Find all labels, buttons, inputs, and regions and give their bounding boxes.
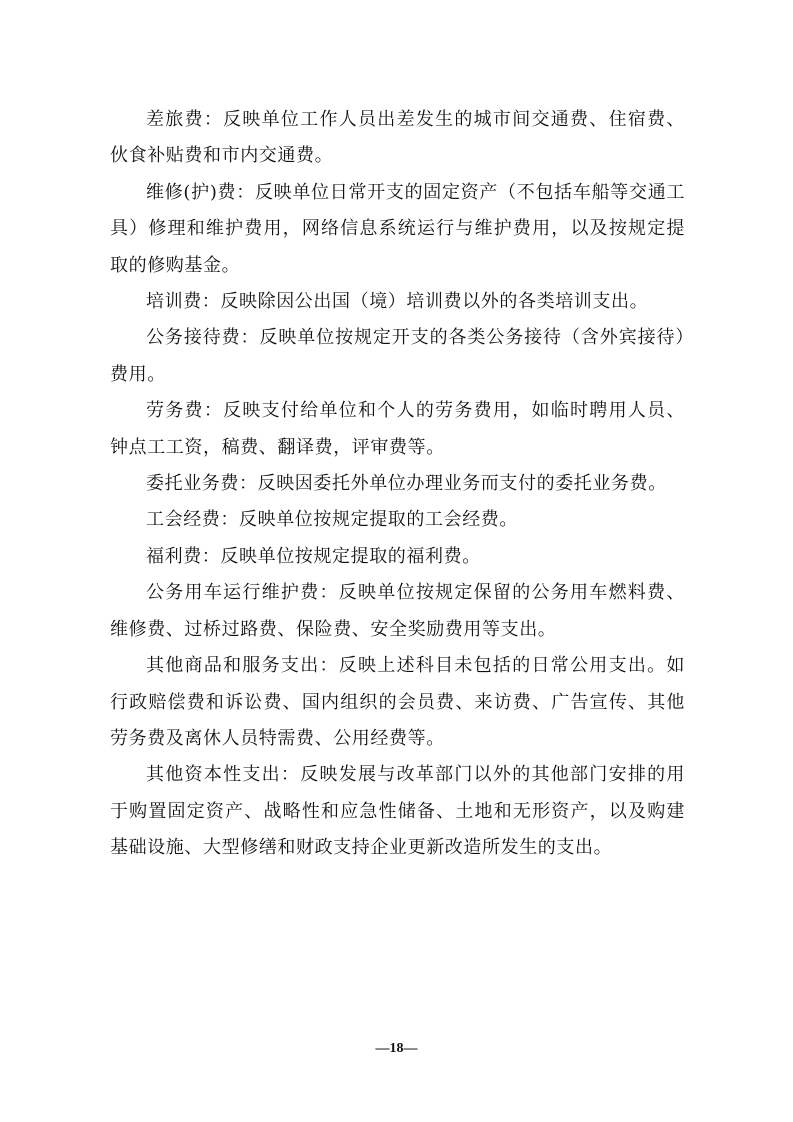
paragraph-other-goods-services: 其他商品和服务支出：反映上述科目未包括的日常公用支出。如行政赔偿费和诉讼费、国内组织的会员费、来访费、广告宣传、其他劳务费及离休人员特需费、公用经费等。	[110, 655, 685, 749]
paragraph-union-fees: 工会经费：反映单位按规定提取的工会经费。	[146, 509, 518, 531]
paragraph-welfare-expenses: 福利费：反映单位按规定提取的福利费。	[146, 545, 481, 567]
paragraph-other-capital-expenditure: 其他资本性支出：反映发展与改革部门以外的其他部门安排的用于购置固定资产、战略性和应急性储备、土地和无形资产，以及购建基础设施、大型修缮和财政支持企业更新改造所发生的支出。	[110, 764, 685, 859]
paragraph-official-vehicle-expenses: 公务用车运行维护费：反映单位按规定保留的公务用车燃料费、维修费、过桥过路费、保险费、安全奖励费用等支出。	[110, 582, 685, 640]
page-number: —18—	[375, 1041, 418, 1056]
paragraph-training-expenses: 培训费：反映除因公出国（境）培训费以外的各类培训支出。	[146, 291, 649, 313]
paragraph-maintenance-expenses: 维修(护)费：反映单位日常开支的固定资产（不包括车船等交通工具）修理和维护费用，网络信息系统运行与维护费用，以及按规定提取的修购基金。	[110, 181, 685, 276]
paragraph-commissioned-business-expenses: 委托业务费：反映因委托外单位办理业务而支付的委托业务费。	[146, 473, 667, 495]
paragraph-reception-expenses: 公务接待费：反映单位按规定开支的各类公务接待（含外宾接待）费用。	[110, 327, 685, 385]
paragraph-travel-expenses: 差旅费：反映单位工作人员出差发生的城市间交通费、住宿费、伙食补贴费和市内交通费。	[110, 109, 685, 167]
paragraph-labor-expenses: 劳务费：反映支付给单位和个人的劳务费用，如临时聘用人员、钟点工工资，稿费、翻译费，评审费等。	[110, 400, 685, 458]
body-text	[110, 102, 685, 867]
